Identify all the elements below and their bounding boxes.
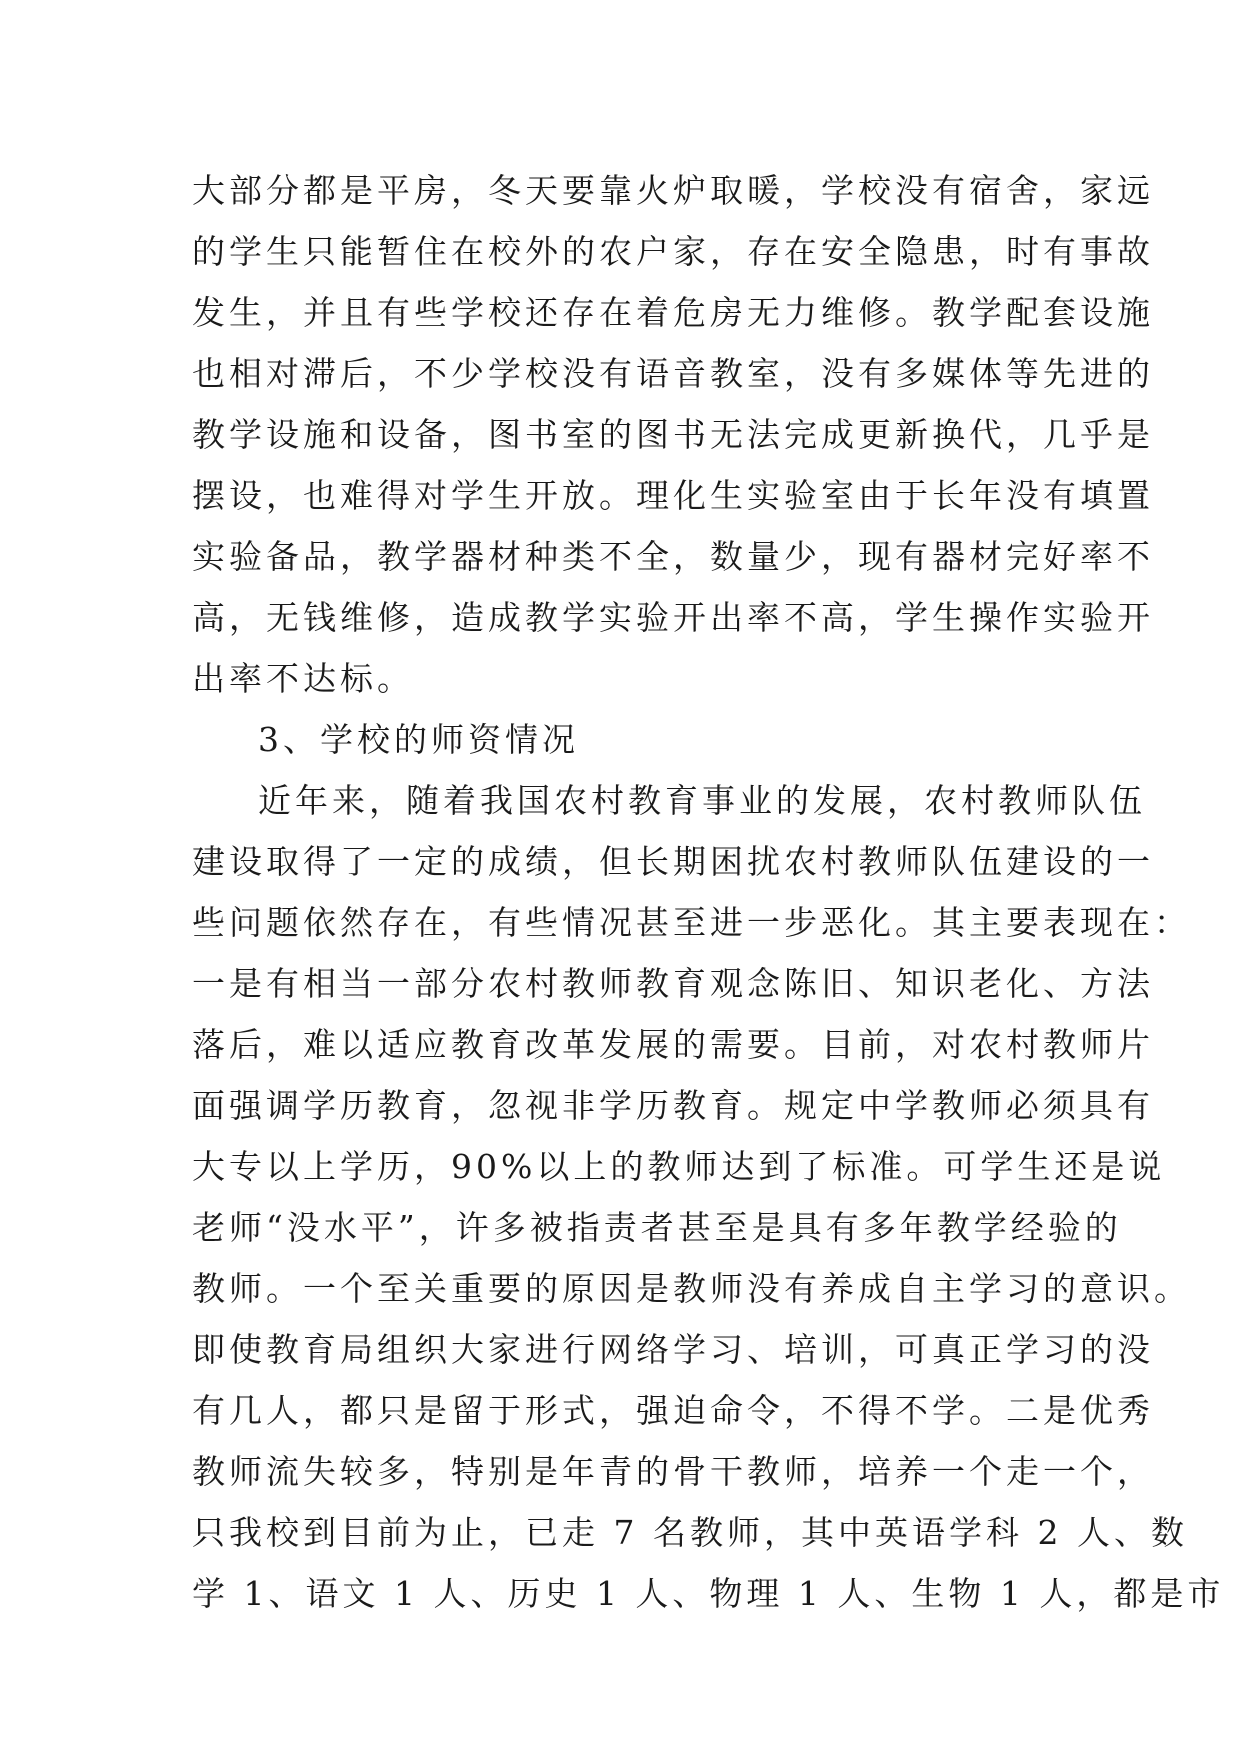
text-line: 学 1、语文 1 人、历史 1 人、物理 1 人、生物 1 人，都是市 [192,1574,1225,1613]
text-line: 摆设，也难得对学生开放。理化生实验室由于长年没有填置 [192,476,1154,515]
text-line: 落后，难以适应教育改革发展的需要。目前，对农村教师片 [192,1025,1154,1064]
text-line: 些问题依然存在，有些情况甚至进一步恶化。其主要表现在： [192,903,1191,942]
section-heading: 3、学校的师资情况 [258,720,579,759]
text-line: 建设取得了一定的成绩，但长期困扰农村教师队伍建设的一 [192,842,1154,881]
text-line: 也相对滞后，不少学校没有语音教室，没有多媒体等先进的 [192,354,1154,393]
text-line: 实验备品，教学器材种类不全，数量少，现有器材完好率不 [192,537,1154,576]
text-line: 有几人，都只是留于形式，强迫命令，不得不学。二是优秀 [192,1391,1154,1430]
text-line: 大部分都是平房，冬天要靠火炉取暖，学校没有宿舍，家远 [192,171,1154,210]
text-line: 即使教育局组织大家进行网络学习、培训，可真正学习的没 [192,1330,1154,1369]
paragraph-start-line: 近年来，随着我国农村教育事业的发展，农村教师队伍 [258,781,1146,820]
text-line: 教师流失较多，特别是年青的骨干教师，培养一个走一个， [192,1452,1154,1491]
text-line: 面强调学历教育，忽视非学历教育。规定中学教师必须具有 [192,1086,1154,1125]
document-body [192,160,1225,1624]
text-line: 的学生只能暂住在校外的农户家，存在安全隐患，时有事故 [192,232,1154,271]
text-line: 发生，并且有些学校还存在着危房无力维修。教学配套设施 [192,293,1154,332]
text-line: 一是有相当一部分农村教师教育观念陈旧、知识老化、方法 [192,964,1154,1003]
text-line: 高，无钱维修，造成教学实验开出率不高，学生操作实验开 [192,598,1154,637]
text-line: 教学设施和设备，图书室的图书无法完成更新换代，几乎是 [192,415,1154,454]
text-line: 教师。一个至关重要的原因是教师没有养成自主学习的意识。 [192,1269,1191,1308]
text-line: 大专以上学历，90%以上的教师达到了标准。可学生还是说 [192,1147,1166,1186]
text-line: 只我校到目前为止，已走 7 名教师，其中英语学科 2 人、数 [192,1513,1188,1552]
text-line: 出率不达标。 [192,659,414,698]
text-line: 老师“没水平”，许多被指责者甚至是具有多年教学经验的 [192,1208,1122,1247]
